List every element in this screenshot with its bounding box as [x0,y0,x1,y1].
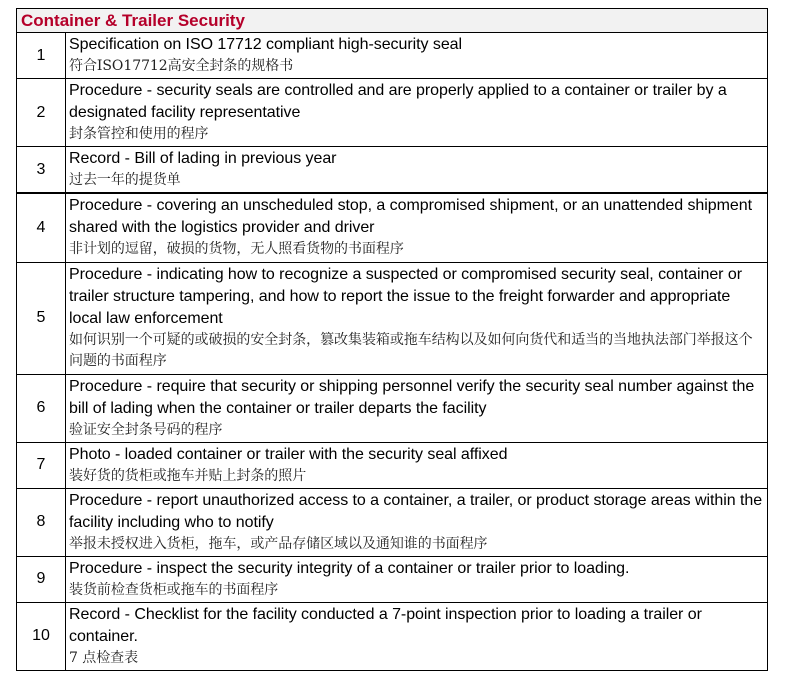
requirement-chinese: 举报未授权进入货柜，拖车，或产品存储区域以及通知谁的书面程序 [69,535,488,552]
row-description [66,602,768,670]
requirement-chinese: 封条管控和使用的程序 [69,126,209,142]
requirement-english: Photo - loaded container or trailer with the security seal affixed [69,445,508,463]
requirement-english: Record - Checklist for the facility conducted a 7-point inspection prior to loading a trailer or container. [69,605,702,645]
table-row [17,33,768,79]
requirement-chinese: 符合ISO17712高安全封条的规格书 [69,58,294,74]
row-description [66,193,768,262]
requirement-english: Specification on ISO 17712 compliant high-security seal [69,36,463,53]
table-row [17,556,768,602]
row-description [66,374,768,442]
requirement-english: Procedure - security seals are controlled and are properly applied to a container or trailer by a designated facility representative [69,82,727,121]
table-row [17,442,768,488]
row-number: 8 [17,488,66,556]
row-description [66,79,768,147]
table-row [17,488,768,556]
row-number: 4 [17,193,66,262]
table-row [17,602,768,670]
security-checklist-sheet [16,8,768,671]
table-row [17,262,768,374]
row-number: 5 [17,262,66,374]
table-row [17,193,768,262]
requirement-english: Procedure - inspect the security integrity of a container or trailer prior to loading. [69,559,630,577]
requirement-chinese: 7 点检查表 [69,649,139,666]
requirement-chinese: 如何识别一个可疑的或破损的安全封条，篡改集装箱或拖车结构以及如何向货代和适当的当地执法部门举报这个问题的书面程序 [69,332,753,369]
requirement-chinese: 装好货的货柜或拖车并贴上封条的照片 [69,467,307,484]
table-row [17,374,768,442]
row-number: 1 [17,33,66,79]
requirement-english: Procedure - covering an unscheduled stop, a compromised shipment, or an unattended shipment shared with the logistics provider and driver [69,197,752,237]
row-number: 9 [17,556,66,602]
table-row [17,147,768,194]
row-description [66,488,768,556]
row-number: 6 [17,374,66,442]
row-description [66,147,768,194]
row-description [66,556,768,602]
row-number: 10 [17,602,66,670]
table-row [17,79,768,147]
requirement-chinese: 验证安全封条号码的程序 [69,421,223,438]
row-description [66,33,768,79]
requirement-english: Procedure - indicating how to recognize a suspected or compromised security seal, container or trailer structure tampering, and how to report the issue to the freight forwarder and appropriate local law enforcement [69,266,742,327]
row-description [66,442,768,488]
requirement-chinese: 非计划的逗留，破损的货物，无人照看货物的书面程序 [69,241,404,258]
row-number: 2 [17,79,66,147]
requirement-english: Procedure - require that security or shipping personnel verify the security seal number against the bill of lading when the container or trailer departs the facility [69,377,755,417]
requirement-english: Procedure - report unauthorized access to a container, a trailer, or product storage areas within the facility including who to notify [69,491,763,531]
requirement-english: Record - Bill of lading in previous year [69,150,337,167]
row-number: 7 [17,442,66,488]
requirement-chinese: 装货前检查货柜或拖车的书面程序 [69,581,279,598]
row-number: 3 [17,147,66,194]
section-title: Container & Trailer Security [16,8,768,32]
row-description [66,262,768,374]
requirement-chinese: 过去一年的提货单 [69,172,181,188]
requirements-table [16,32,768,671]
